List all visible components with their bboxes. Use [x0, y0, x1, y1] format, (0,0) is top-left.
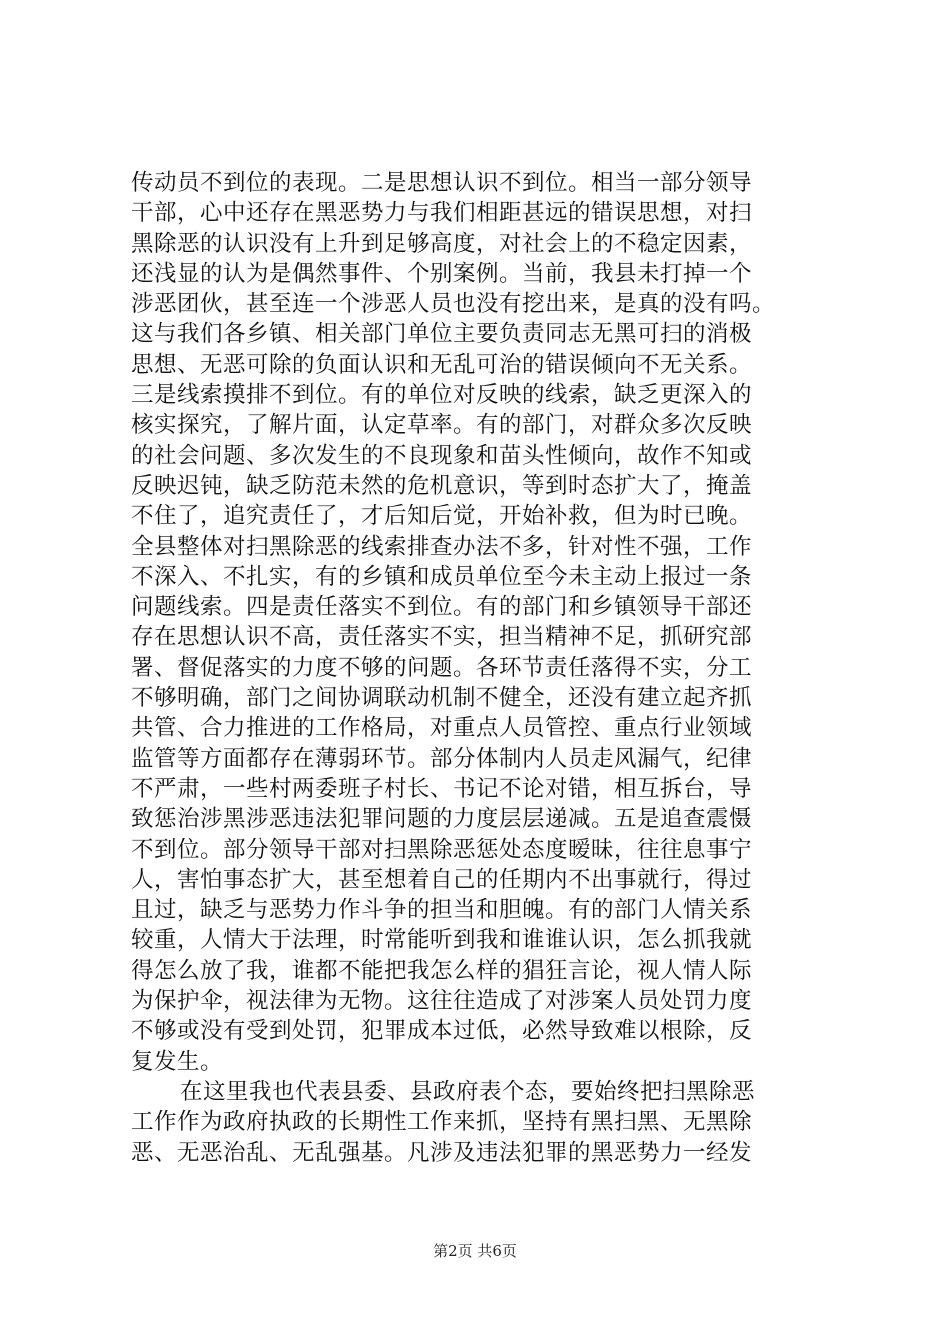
text-line: 的社会问题、多次发生的不良现象和苗头性倾向，故作不知或: [131, 442, 753, 469]
document-body: [131, 168, 831, 1168]
text-line: 存在思想认识不高，责任落实不实，担当精神不足，抓研究部: [131, 624, 753, 651]
text-line: 复发生。: [131, 1048, 224, 1075]
text-line: 监管等方面都存在薄弱环节。部分体制内人员走风漏气，纪律: [131, 745, 753, 772]
text-line: 不到位。部分领导干部对扫黑除恶惩处态度暧昧，往往息事宁: [131, 836, 753, 863]
text-line: 恶、无恶治乱、无乱强基。凡涉及违法犯罪的黑恶势力一经发: [131, 1139, 753, 1166]
page-footer: 第2页 共6页: [433, 1242, 517, 1260]
text-line: 在这里我也代表县委、县政府表个态，要始终把扫黑除恶: [180, 1078, 756, 1105]
text-line: 不住了，追究责任了，才后知后觉，开始补救，但为时已晚。: [131, 503, 753, 530]
text-line: 干部，心中还存在黑恶势力与我们相距甚远的错误思想，对扫: [131, 200, 753, 227]
text-line: 致惩治涉黑涉恶违法犯罪问题的力度层层递减。五是追查震慑: [131, 806, 753, 833]
text-line: 涉恶团伙，甚至连一个涉恶人员也没有挖出来，是真的没有吗。: [131, 291, 776, 318]
text-line: 还浅显的认为是偶然事件、个别案例。当前，我县未打掉一个: [131, 260, 753, 287]
text-line: 传动员不到位的表现。二是思想认识不到位。相当一部分领导: [131, 170, 753, 196]
text-line: 三是线索摸排不到位。有的单位对反映的线索，缺乏更深入的: [131, 382, 753, 409]
text-line: 核实探究，了解片面，认定草率。有的部门，对群众多次反映: [131, 412, 753, 439]
text-line: 工作作为政府执政的长期性工作来抓，坚持有黑扫黑、无黑除: [131, 1109, 753, 1136]
text-line: 不深入、不扎实，有的乡镇和成员单位至今未主动上报过一条: [131, 563, 753, 590]
text-line: 得怎么放了我，谁都不能把我怎么样的猖狂言论，视人情人际: [131, 957, 753, 984]
text-line: 问题线索。四是责任落实不到位。有的部门和乡镇领导干部还: [131, 594, 753, 621]
text-line: 为保护伞，视法律为无物。这往往造成了对涉案人员处罚力度: [131, 988, 753, 1015]
text-line: 共管、合力推进的工作格局，对重点人员管控、重点行业领域: [131, 715, 753, 742]
text-line: 思想、无恶可除的负面认识和无乱可治的错误倾向不无关系。: [131, 351, 753, 378]
text-line: 全县整体对扫黑除恶的线索排查办法不多，针对性不强，工作: [131, 533, 753, 560]
text-line: 反映迟钝，缺乏防范未然的危机意识，等到时态扩大了，掩盖: [131, 472, 753, 499]
text-line: 且过，缺乏与恶势力作斗争的担当和胆魄。有的部门人情关系: [131, 897, 753, 924]
text-line: 较重，人情大于法理，时常能听到我和谁谁认识，怎么抓我就: [131, 927, 753, 954]
text-line: 人，害怕事态扩大，甚至想着自己的任期内不出事就行，得过: [131, 866, 753, 893]
text-line: 黑除恶的认识没有上升到足够高度，对社会上的不稳定因素，: [131, 230, 753, 257]
text-line: 不够或没有受到处罚，犯罪成本过低，必然导致难以根除，反: [131, 1018, 753, 1045]
text-line: 署、督促落实的力度不够的问题。各环节责任落得不实，分工: [131, 654, 753, 681]
text-line: 这与我们各乡镇、相关部门单位主要负责同志无黑可扫的消极: [131, 321, 753, 348]
text-line: 不严肃，一些村两委班子村长、书记不论对错，相互拆台，导: [131, 775, 753, 802]
text-line: 不够明确，部门之间协调联动机制不健全，还没有建立起齐抓: [131, 685, 753, 712]
